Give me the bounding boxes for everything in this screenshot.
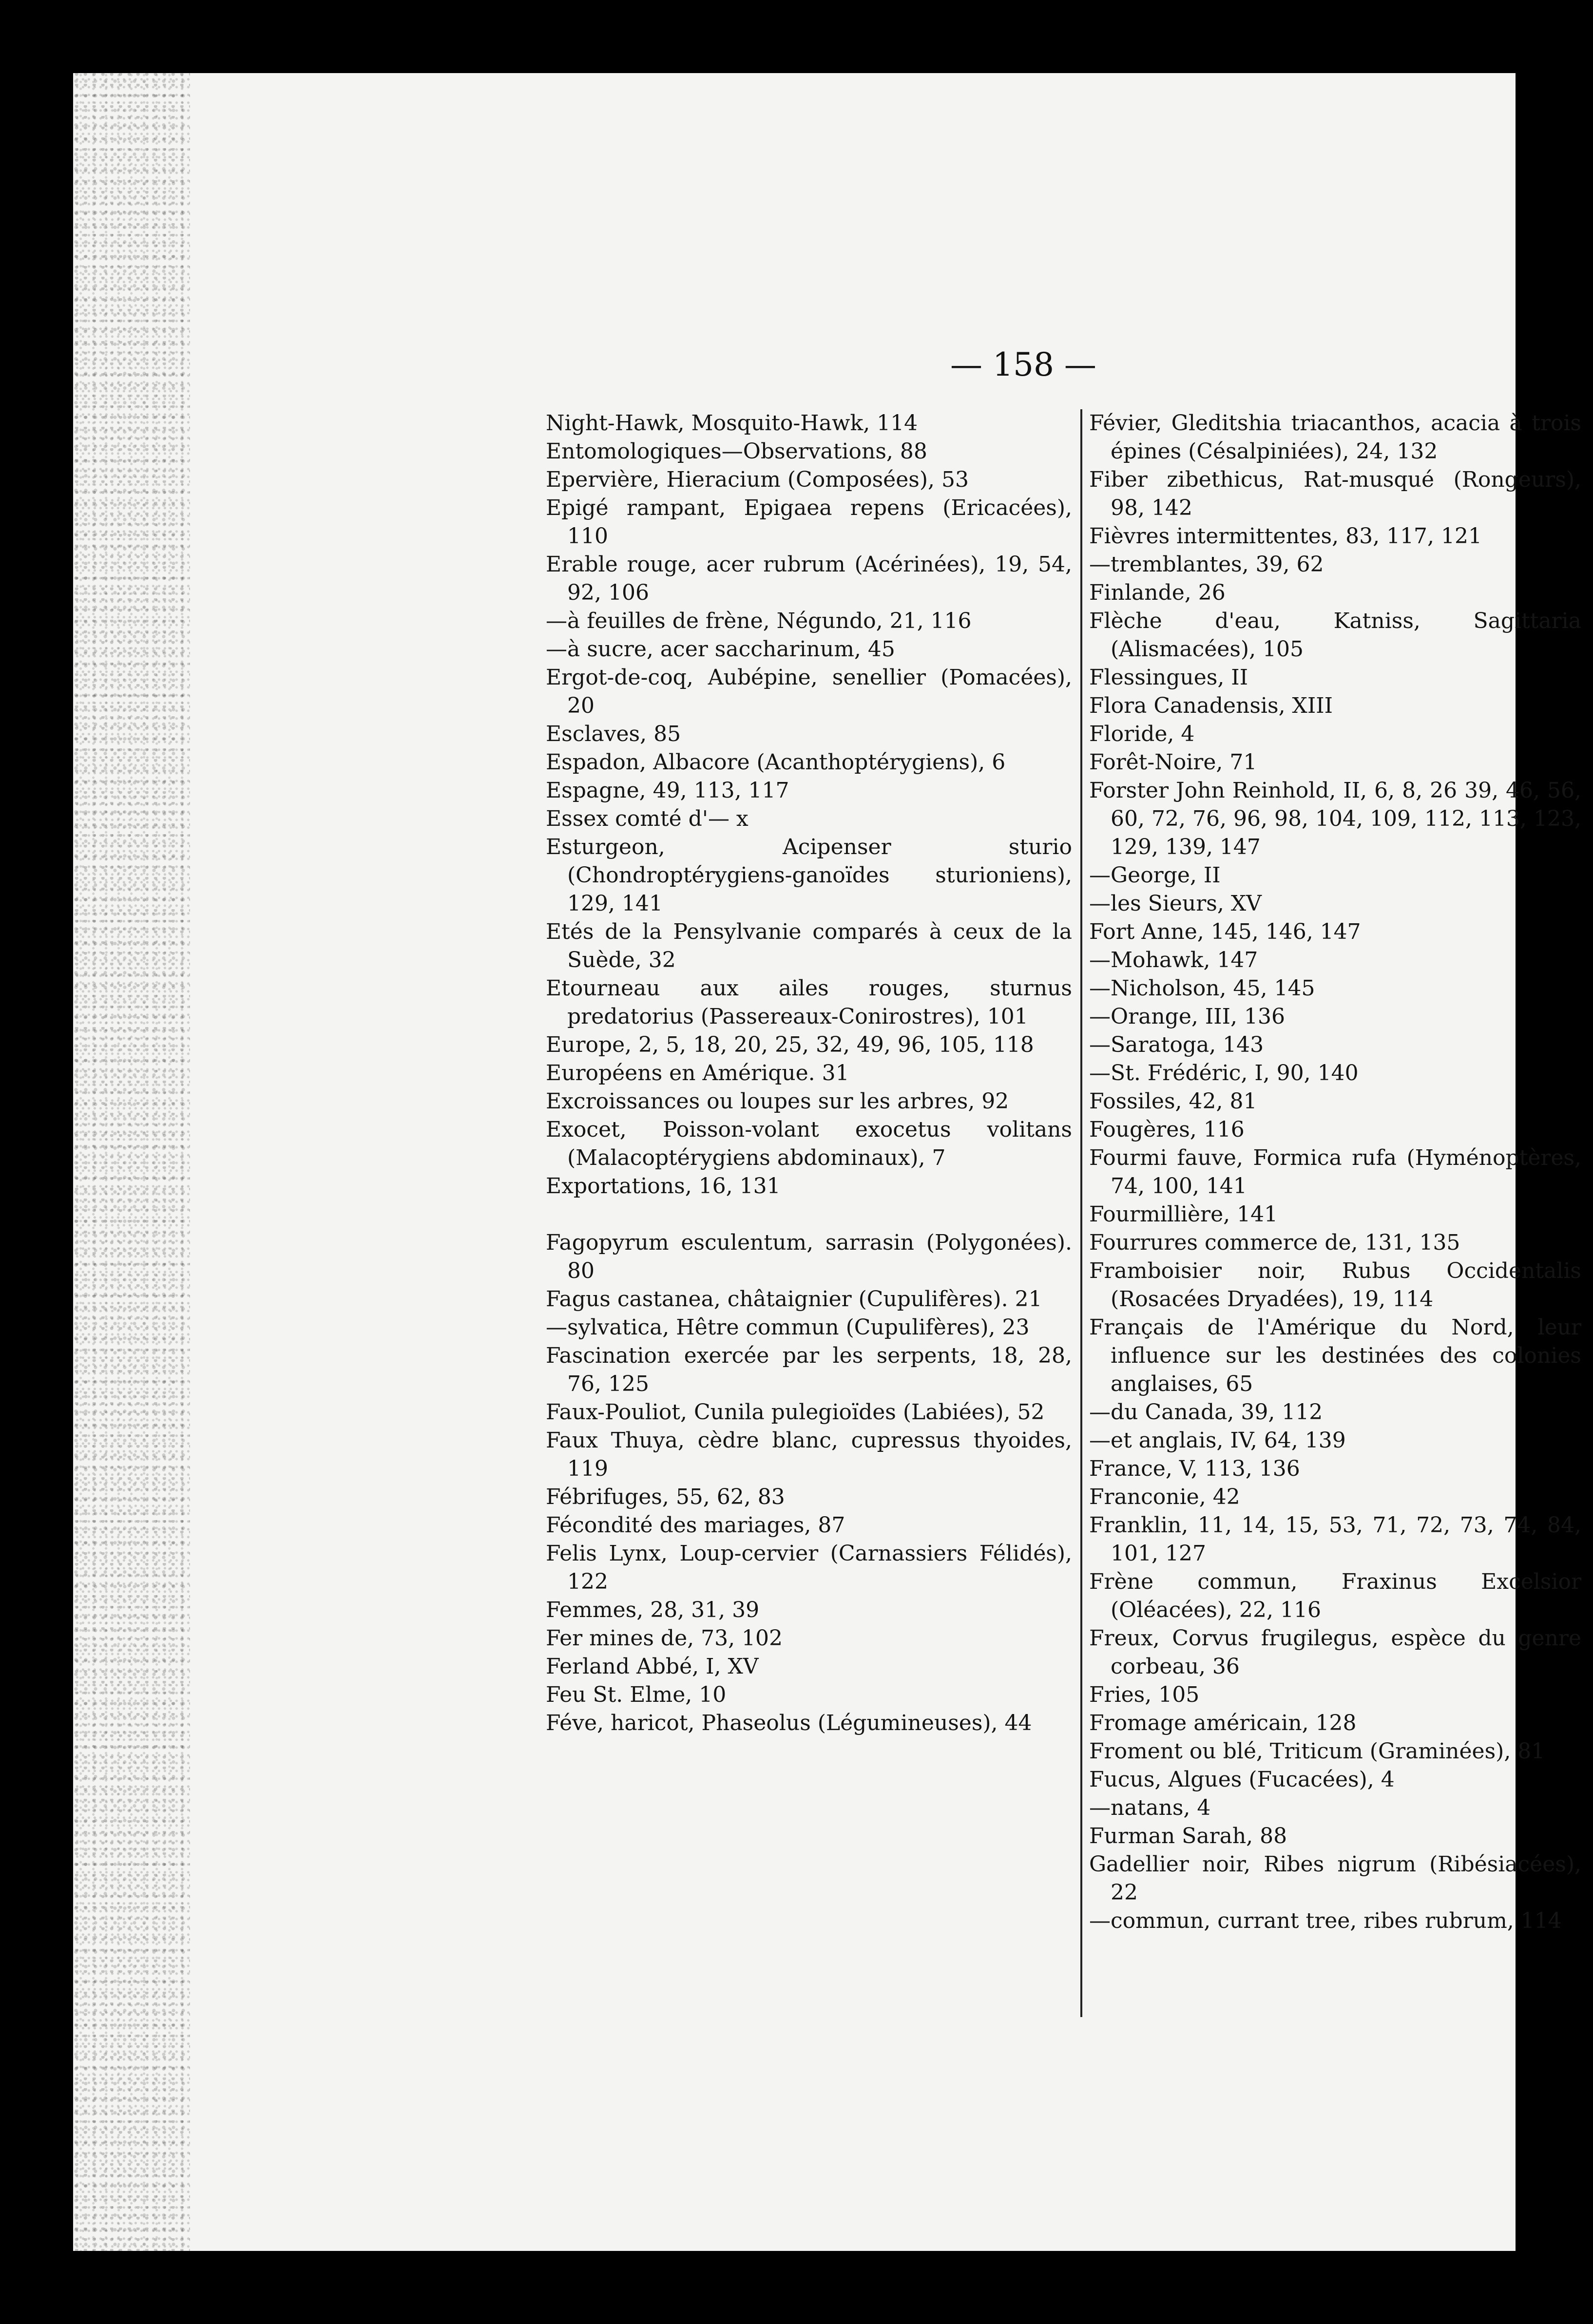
index-entry: —Nicholson, 45, 145 xyxy=(1089,976,1315,1001)
index-entry: —du Canada, 39, 112 xyxy=(1089,1400,1323,1425)
column-divider xyxy=(1080,409,1082,2017)
index-entry: Freux, Corvus frugilegus, espèce du genre corbeau, 36 xyxy=(1089,1626,1581,1679)
index-entry: Gadellier noir, Ribes nigrum (Ribésiacées), 22 xyxy=(1089,1852,1581,1905)
index-entry: Etourneau aux ailes rouges, sturnus predatorius (Passereaux-Conirostres), 101 xyxy=(546,976,1072,1029)
index-entry: Night-Hawk, Mosquito-Hawk, 114 xyxy=(546,411,918,436)
index-entry: —sylvatica, Hêtre commun (Cupulifères), 23 xyxy=(546,1315,1030,1340)
index-entry: Flèche d'eau, Katniss, Sagittaria (Alismacées), 105 xyxy=(1089,609,1581,662)
index-entry: Ferland Abbé, I, XV xyxy=(546,1654,759,1679)
index-entry: Entomologiques—Observations, 88 xyxy=(546,439,927,464)
index-entry: Excroissances ou loupes sur les arbres, 92 xyxy=(546,1089,1009,1114)
scanned-page xyxy=(73,73,1581,2251)
index-entry: —Mohawk, 147 xyxy=(1089,948,1258,972)
index-entry: Floride, 4 xyxy=(1089,722,1195,746)
index-entry: Fagus castanea, châtaignier (Cupulifères). 21 xyxy=(546,1287,1042,1312)
index-entry: —natans, 4 xyxy=(1089,1795,1211,1820)
index-entry: Finlande, 26 xyxy=(1089,580,1226,605)
scan-noise xyxy=(73,73,190,2251)
index-entry: Fourmillière, 141 xyxy=(1089,1202,1278,1227)
index-gap xyxy=(546,1200,1072,1229)
index-entry: —commun, currant tree, ribes rubrum, 114 xyxy=(1089,1908,1562,1933)
index-entry: —St. Frédéric, I, 90, 140 xyxy=(1089,1061,1359,1086)
index-entry: France, V, 113, 136 xyxy=(1089,1456,1300,1481)
index-entry: Fucus, Algues (Fucacées), 4 xyxy=(1089,1767,1395,1792)
index-entry: Fourmi fauve, Formica rufa (Hyménoptères, 74, 100, 141 xyxy=(1089,1145,1581,1199)
index-entry: Fossiles, 42, 81 xyxy=(1089,1089,1257,1114)
index-entry: Ergot-de-coq, Aubépine, senellier (Pomacées), 20 xyxy=(546,665,1072,718)
index-entry: Epigé rampant, Epigaea repens (Ericacées), 110 xyxy=(546,495,1072,549)
index-entry: Epervière, Hieracium (Composées), 53 xyxy=(546,467,969,492)
index-entry: Framboisier noir, Rubus Occidentalis (Rosacées Dryadées), 19, 114 xyxy=(1089,1258,1581,1312)
index-entry: —à feuilles de frène, Négundo, 21, 116 xyxy=(546,609,972,633)
index-entry: Fer mines de, 73, 102 xyxy=(546,1626,783,1651)
index-entry: Esclaves, 85 xyxy=(546,722,681,746)
index-entry: Froment ou blé, Triticum (Graminées), 81 xyxy=(1089,1739,1545,1764)
index-entry: Furman Sarah, 88 xyxy=(1089,1824,1287,1848)
index-entry: Fromage américain, 128 xyxy=(1089,1711,1357,1735)
index-entry: Exportations, 16, 131 xyxy=(546,1174,781,1199)
page-number: — 158 — xyxy=(950,346,1096,383)
index-entry: —Saratoga, 143 xyxy=(1089,1032,1264,1057)
index-entry: Exocet, Poisson-volant exocetus volitans (Malacoptérygiens abdominaux), 7 xyxy=(546,1117,1072,1170)
index-entry: Franconie, 42 xyxy=(1089,1485,1240,1509)
index-entry: Faux Thuya, cèdre blanc, cupressus thyoides, 119 xyxy=(546,1428,1072,1481)
index-entry: Fort Anne, 145, 146, 147 xyxy=(1089,919,1361,944)
index-entry: Féve, haricot, Phaseolus (Légumineuses), 44 xyxy=(546,1711,1032,1735)
index-entry: Felis Lynx, Loup-cervier (Carnassiers Félidés), 122 xyxy=(546,1541,1072,1594)
index-entry: Fascination exercée par les serpents, 18, 28, 76, 125 xyxy=(546,1343,1072,1396)
left-index-column xyxy=(546,409,1072,1737)
index-entry: Français de l'Amérique du Nord, leur influence sur les destinées des colonies anglaises, 65 xyxy=(1089,1315,1581,1396)
index-entry: Franklin, 11, 14, 15, 53, 71, 72, 73, 74, 84, 101, 127 xyxy=(1089,1513,1581,1566)
index-entry: —tremblantes, 39, 62 xyxy=(1089,552,1324,577)
index-entry: Europe, 2, 5, 18, 20, 25, 32, 49, 96, 105, 118 xyxy=(546,1032,1034,1057)
index-entry: Essex comté d'— x xyxy=(546,806,749,831)
index-entry: Flora Canadensis, XIII xyxy=(1089,693,1333,718)
index-entry: Feu St. Elme, 10 xyxy=(546,1682,727,1707)
index-entry: —les Sieurs, XV xyxy=(1089,891,1262,916)
index-entry: Femmes, 28, 31, 39 xyxy=(546,1598,760,1622)
index-entry: Fiber zibethicus, Rat-musqué (Rongeurs), 98, 142 xyxy=(1089,467,1581,520)
index-entry: Etés de la Pensylvanie comparés à ceux de la Suède, 32 xyxy=(546,919,1072,972)
index-entry: Fries, 105 xyxy=(1089,1682,1200,1707)
index-entry: Frène commun, Fraxinus Excelsior (Oléacées), 22, 116 xyxy=(1089,1569,1581,1622)
index-entry: Fécondité des mariages, 87 xyxy=(546,1513,845,1538)
index-entry: —à sucre, acer saccharinum, 45 xyxy=(546,637,895,662)
index-entry: —Orange, III, 136 xyxy=(1089,1004,1285,1029)
index-entry: Fébrifuges, 55, 62, 83 xyxy=(546,1485,785,1509)
index-entry: Fourrures commerce de, 131, 135 xyxy=(1089,1230,1460,1255)
index-entry: Fièvres intermittentes, 83, 117, 121 xyxy=(1089,524,1482,549)
index-entry: Erable rouge, acer rubrum (Acérinées), 19, 54, 92, 106 xyxy=(546,552,1072,605)
index-entry: Espadon, Albacore (Acanthoptérygiens), 6 xyxy=(546,750,1006,775)
index-entry: Fagopyrum esculentum, sarrasin (Polygonées). 80 xyxy=(546,1230,1072,1283)
index-entry: Espagne, 49, 113, 117 xyxy=(546,778,789,803)
index-entry: Fougères, 116 xyxy=(1089,1117,1245,1142)
index-entry: Esturgeon, Acipenser sturio (Chondroptérygiens-ganoïdes sturioniens), 129, 141 xyxy=(546,835,1072,916)
index-entry: Européens en Amérique. 31 xyxy=(546,1061,849,1086)
index-entry: —George, II xyxy=(1089,863,1221,888)
index-entry: Flessingues, II xyxy=(1089,665,1248,690)
index-entry: Faux-Pouliot, Cunila pulegioïdes (Labiées), 52 xyxy=(546,1400,1045,1425)
index-entry: Forêt-Noire, 71 xyxy=(1089,750,1257,775)
index-entry: —et anglais, IV, 64, 139 xyxy=(1089,1428,1346,1453)
index-entry: Févier, Gleditshia triacanthos, acacia à trois épines (Césalpiniées), 24, 132 xyxy=(1089,411,1581,464)
right-index-column xyxy=(1089,409,1581,1935)
index-entry: Forster John Reinhold, II, 6, 8, 26 39, 46, 56, 60, 72, 76, 96, 98, 104, 109, 112, 113, 123, 129, 139, 147 xyxy=(1089,778,1581,859)
